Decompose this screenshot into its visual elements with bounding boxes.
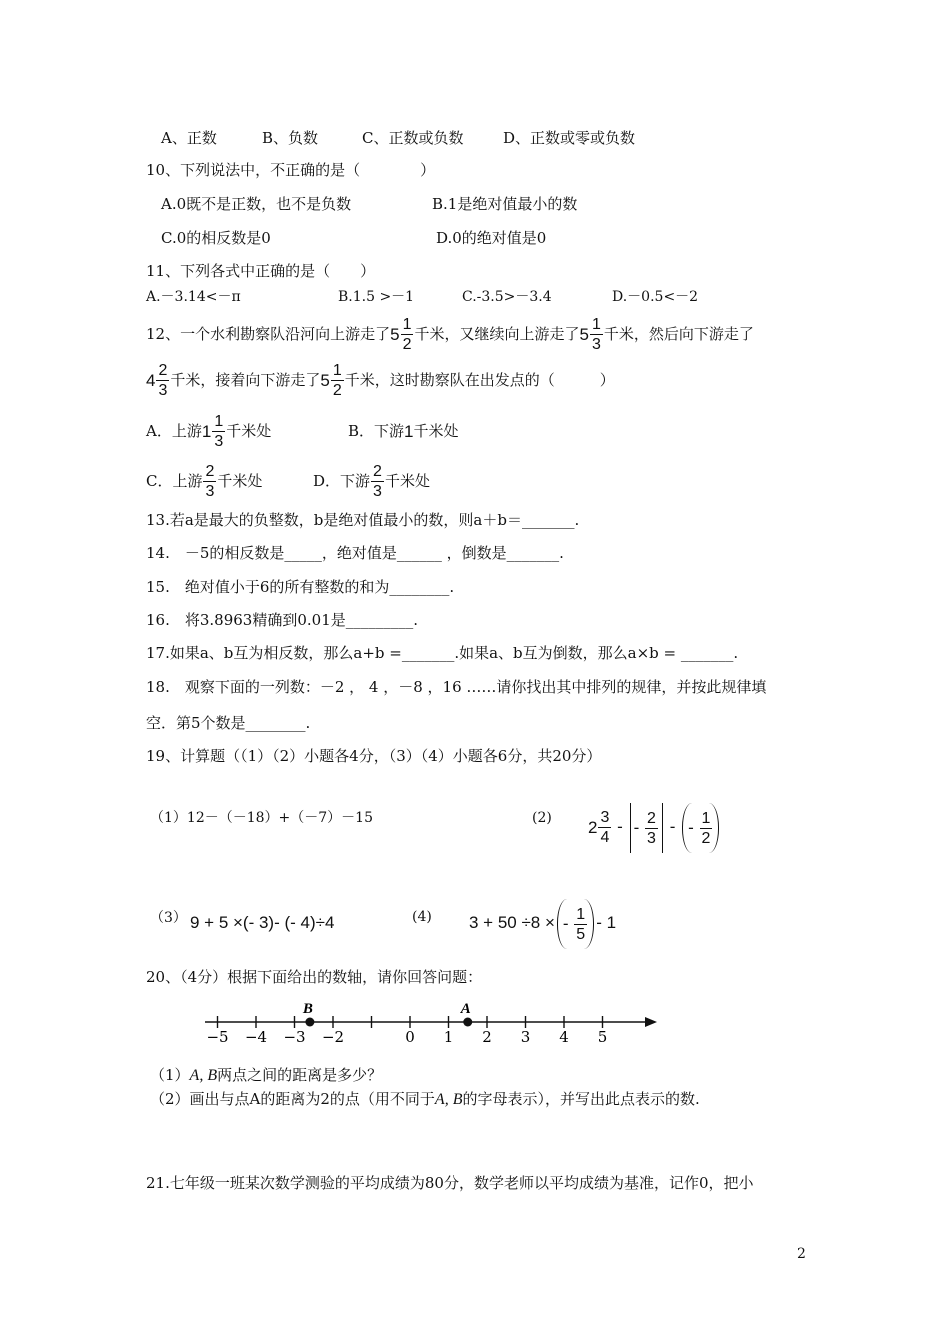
number-line-label: 3 — [520, 1028, 531, 1046]
q10-option-d: D.0的绝对值是0 — [436, 229, 547, 247]
q12-text3: 千米，然后向下游走了 — [603, 325, 754, 343]
q19-part4-paren: - $\frac{1}{5}$ — [557, 899, 594, 949]
q12-frac2-whole: 5 — [579, 325, 589, 344]
q12-option-a-fraction: $\frac{1}{3}$ — [214, 413, 224, 450]
q11-stem: 11、下列各式中正确的是（ ） — [146, 262, 376, 280]
number-line-label: 2 — [482, 1028, 492, 1046]
q12-fraction-4: $\frac{1}{2}$ — [332, 362, 342, 399]
q16: 16. 将3.8963精确到0.01是_________. — [146, 611, 419, 629]
q12-fraction-3: $\frac{2}{3}$ — [158, 362, 168, 399]
q19-part2-label: (2) — [532, 810, 552, 826]
q20-question-2: （2）画出与点A的距离为2的点（用不同于A, B的字母表示），并写出此点表示的数. — [150, 1090, 700, 1108]
q19-part4-expression: 3 + 50 ÷8 × - $\frac{1}{5}$ - 1 — [469, 898, 616, 949]
number-line-label: 5 — [597, 1028, 608, 1046]
q21: 21.七年级一班某次数学测验的平均成绩为80分，数学老师以平均成绩为基准，记作0，把小 — [146, 1174, 754, 1192]
number-line-label: −2 — [321, 1028, 345, 1046]
q12-option-d-fraction: $\frac{2}{3}$ — [373, 463, 382, 500]
number-line-label: −3 — [283, 1028, 306, 1046]
number-line-arrow-icon — [645, 1017, 657, 1027]
number-line-point-a — [463, 1018, 472, 1027]
q18-line2: 空．第5个数是________. — [146, 714, 311, 732]
q19-part3-label: （3） — [150, 910, 187, 926]
q12-fraction-1: $\frac{1}{2}$ — [402, 316, 412, 353]
q13: 13.若a是最大的负整数，b是绝对值最小的数，则a＋b＝_______. — [146, 511, 580, 529]
q19-stem: 19、计算题（（1）（2）小题各4分，（3）（4）小题各6分，共20分） — [146, 747, 602, 765]
q19-part2-frac1: $\frac{3}{4}$ — [600, 809, 610, 846]
q19-part2-absolute: - $\frac{2}{3}$ — [630, 803, 663, 853]
page-number: 2 — [797, 1246, 806, 1262]
q12-option-a: A．上游1 $\frac{1}{3}$ 千米处 — [146, 413, 272, 450]
q12-text5: 千米，这时勘察队在出发点的（ ） — [344, 371, 615, 389]
q18-line1: 18. 观察下面的一列数：－2 ， 4 ，－8 ，16 ……请你找出其中排列的规律，并按此规律填 — [146, 678, 767, 696]
q12-frac4-whole: 5 — [320, 371, 330, 390]
q12-fraction-2: $\frac{1}{3}$ — [591, 316, 601, 353]
number-line-point-label: A — [460, 1001, 471, 1017]
q10-option-a: A.0既不是正数，也不是负数 — [161, 195, 352, 213]
q10-option-b: B.1是绝对值最小的数 — [432, 195, 578, 213]
q19-part2-expression: 2 $\frac{3}{4}$ - - $\frac{2}{3}$ - - $\frac{1}{2}$ — [588, 802, 721, 853]
number-line — [195, 1000, 665, 1046]
number-line-label: 4 — [559, 1028, 569, 1046]
q15: 15. 绝对值小于6的所有整数的和为________. — [146, 578, 455, 596]
q19-part1: （1）12－（－18）+（－7）－15 — [150, 810, 373, 826]
q9-option-c: C、正数或负数 — [362, 129, 464, 147]
q19-part3-expression: 9 + 5 ×(- 3)- (- 4)÷4 — [190, 913, 335, 932]
q12-option-b: B．下游1千米处 — [348, 422, 459, 441]
number-line-label: −5 — [206, 1028, 229, 1046]
q12-text2: 千米，又继续向上游走了 — [414, 325, 580, 343]
q20-stem: 20、（4分）根据下面给出的数轴，请你回答问题： — [146, 968, 483, 986]
q12-line1 — [146, 312, 754, 357]
number-line-label: −4 — [244, 1028, 268, 1046]
number-line-label: 0 — [405, 1028, 415, 1046]
q11-option-a: A.－3.14<－π — [146, 289, 241, 305]
q20-question-1: （1）A, B两点之间的距离是多少？ — [150, 1066, 383, 1084]
q10-option-c: C.0的相反数是0 — [161, 229, 271, 247]
number-line-point-b — [305, 1018, 314, 1027]
number-line-point-label: B — [302, 1001, 313, 1017]
q9-option-a: A、正数 — [161, 129, 217, 147]
q19-part2-paren: - $\frac{1}{2}$ — [682, 803, 719, 853]
q10-stem: 10、下列说法中，不正确的是（ ） — [146, 161, 436, 179]
q12-text1: 12、一个水利勘察队沿河向上游走了 — [146, 325, 391, 343]
q11-option-d: D.－0.5<－2 — [612, 289, 699, 305]
q12-frac3-whole: 4 — [146, 371, 156, 390]
q11-option-c: C.-3.5>－3.4 — [462, 289, 552, 305]
q11-option-b: B.1.5 >－1 — [338, 289, 415, 305]
q9-option-d: D、正数或零或负数 — [503, 129, 636, 147]
q12-frac1-whole: 5 — [390, 325, 400, 344]
q17: 17.如果a、b互为相反数，那么a+b =_______.如果a、b互为倒数，那么a×b = _______. — [146, 644, 739, 662]
q12-text4: 千米，接着向下游走了 — [170, 371, 321, 389]
number-line-label: 1 — [443, 1028, 454, 1046]
q9-option-b: B、负数 — [262, 129, 319, 147]
q12-option-c-fraction: $\frac{2}{3}$ — [205, 463, 215, 500]
q19-part4-label: (4) — [412, 909, 432, 925]
q12-option-c: C．上游 $\frac{2}{3}$ 千米处 — [146, 463, 263, 500]
q14: 14. －5的相反数是_____，绝对值是______ ，倒数是_______. — [146, 544, 564, 562]
q12-option-d: D．下游 $\frac{2}{3}$ 千米处 — [313, 463, 430, 500]
q12-line2 — [146, 358, 615, 403]
